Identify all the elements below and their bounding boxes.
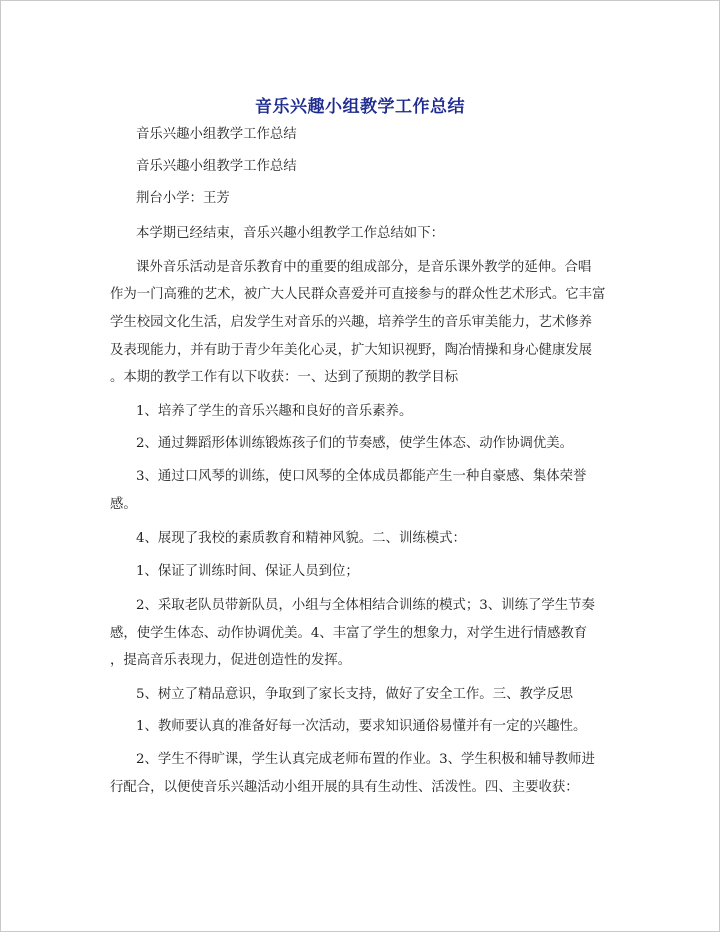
- list-item-line: 1、保证了训练时间、保证人员到位；: [136, 564, 359, 579]
- list-item-line: 2、采取老队员带新队员，小组与全体相结合训练的模式；3、训练了学生节奏: [136, 598, 595, 613]
- subtitle-line-2: 音乐兴趣小组教学工作总结: [136, 159, 297, 174]
- list-item-line: 1、培养了学生的音乐兴趣和良好的音乐素养。: [136, 404, 413, 419]
- list-item-line: 感。: [110, 497, 137, 512]
- author-line: 荆台小学：王芳: [136, 191, 230, 206]
- paragraph-line: 课外音乐活动是音乐教育中的重要的组成部分，是音乐课外教学的延伸。合唱: [136, 260, 592, 275]
- list-item-line: 感，使学生体态、动作协调优美。4、丰富了学生的想象力，对学生进行情感教育: [110, 626, 588, 641]
- paragraph-line: 作为一门高雅的艺术，被广大人民群众喜爱并可直接参与的群众性艺术形式。它丰富: [110, 287, 606, 302]
- list-item-line: 1、教师要认真的准备好每一次活动，要求知识通俗易懂并有一定的兴趣性。: [136, 719, 587, 734]
- document-title: 音乐兴趣小组教学工作总结: [255, 97, 465, 117]
- subtitle-line-1: 音乐兴趣小组教学工作总结: [136, 127, 297, 142]
- paragraph-line: 。本期的教学工作有以下收获：一、达到了预期的教学目标: [110, 370, 459, 385]
- list-item-line: 5、树立了精品意识，争取到了家长支持，做好了安全工作。三、教学反思: [136, 687, 574, 702]
- intro-line: 本学期已经结束，音乐兴趣小组教学工作总结如下：: [136, 226, 444, 241]
- list-item-line: 4、展现了我校的素质教育和精神风貌。二、训练模式：: [136, 531, 466, 546]
- list-item-line: 3、通过口风琴的训练，使口风琴的全体成员都能产生一种自豪感、集体荣誉: [136, 469, 587, 484]
- list-item-line: ，提高音乐表现力，促进创造性的发挥。: [110, 653, 352, 668]
- list-item-line: 行配合，以便使音乐兴趣活动小组开展的具有生动性、活泼性。四、主要收获：: [110, 780, 579, 795]
- paragraph-line: 学生校园文化生活，启发学生对音乐的兴趣，培养学生的音乐审美能力，艺术修养: [110, 315, 593, 330]
- list-item-line: 2、通过舞蹈形体训练锻炼孩子们的节奏感，使学生体态、动作协调优美。: [136, 436, 574, 451]
- list-item-line: 2、学生不得旷课，学生认真完成老师布置的作业。3、学生积极和辅导教师进: [136, 752, 595, 767]
- paragraph-line: 及表现能力，并有助于青少年美化心灵，扩大知识视野，陶冶情操和身心健康发展: [110, 343, 593, 358]
